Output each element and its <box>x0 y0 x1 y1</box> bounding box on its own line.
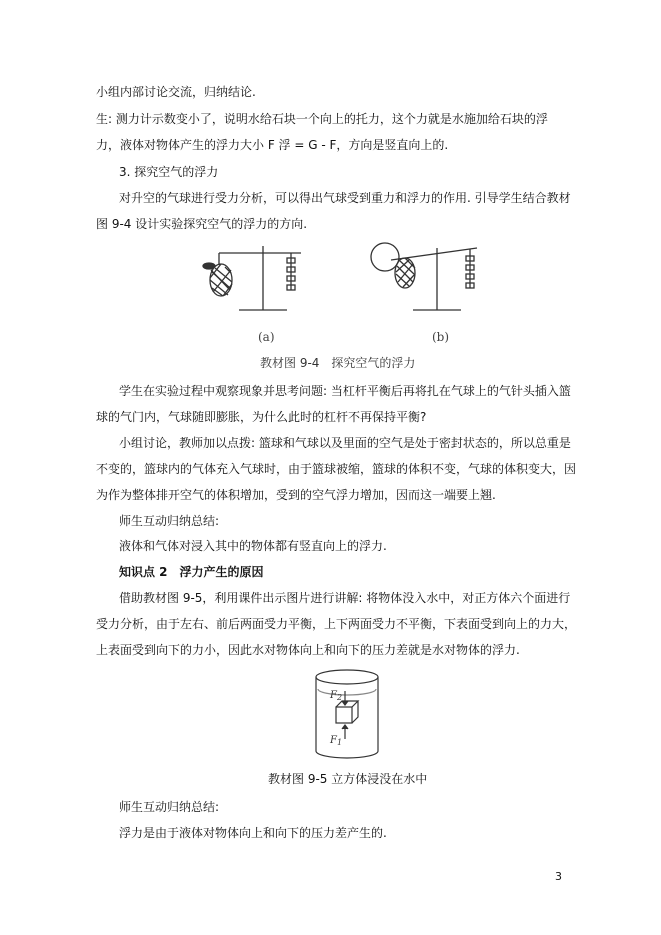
figure-label-a: (a) <box>258 330 275 344</box>
figure-caption: 教材图 9-5 立方体浸没在水中 <box>268 772 428 786</box>
paragraph-line: 师生互动归纳总结: <box>119 514 220 528</box>
paragraph-line: 师生互动归纳总结: <box>119 800 220 814</box>
balance-b <box>371 243 477 310</box>
force-label-top: $F_2$ <box>330 690 343 702</box>
page-number: 3 <box>555 870 562 883</box>
paragraph-line: 液体和气体对浸入其中的物体都有竖直向上的浮力. <box>119 539 387 553</box>
paragraph-line: 浮力是由于液体对物体向上和向下的压力差产生的. <box>119 826 387 840</box>
paragraph-line: 小组内部讨论交流，归纳结论. <box>96 85 256 99</box>
paragraph-line: 为作为整体排开空气的体积增加，受到的空气浮力增加，因而这一端要上翘. <box>96 488 496 502</box>
paragraph-line: 对升空的气球进行受力分析，可以得出气球受到重力和浮力的作用. 引导学生结合教材 <box>119 191 571 205</box>
paragraph-line: 借助教材图 9-5，利用课件出示图片进行讲解: 将物体没入水中，对正方体六个面进行 <box>119 591 571 605</box>
cube-in-water-figure <box>312 667 382 763</box>
force-label-bottom: $F_1$ <box>330 735 343 747</box>
paragraph-line: 上表面受到向下的力小，因此水对物体向上和向下的压力差就是水对物体的浮力. <box>96 643 520 657</box>
paragraph-line: 图 9-4 设计实验探究空气的浮力的方向. <box>96 217 308 231</box>
balance-a <box>203 246 301 310</box>
paragraph-line: 球的气门内，气球随即膨胀，为什么此时的杠杆不再保持平衡? <box>96 410 427 424</box>
section-heading: 知识点 2 浮力产生的原因 <box>119 565 264 579</box>
paragraph-line: 受力分析，由于左右、前后两面受力平衡，上下两面受力不平衡，下表面受到向上的力大， <box>96 617 577 631</box>
lever-balance-figure <box>195 240 495 350</box>
section-heading: 3. 探究空气的浮力 <box>119 165 219 179</box>
figure-caption: 教材图 9-4 探究空气的浮力 <box>260 356 416 370</box>
paragraph-line: 不变的，篮球内的气体充入气球时，由于篮球被缩，篮球的体积不变，气球的体积变大，因 <box>96 462 577 476</box>
paragraph-line: 生: 测力计示数变小了，说明水给石块一个向上的托力，这个力就是水施加给石块的浮 <box>96 112 548 126</box>
paragraph-line: 力，液体对物体产生的浮力大小 F 浮 = G - F，方向是竖直向上的. <box>96 138 449 152</box>
figure-label-b: (b) <box>432 330 450 344</box>
paragraph-line: 小组讨论，教师加以点拨: 篮球和气球以及里面的空气是处于密封状态的，所以总重是 <box>119 436 571 450</box>
paragraph-line: 学生在实验过程中观察现象并思考问题: 当杠杆平衡后再将扎在气球上的气针头插入篮 <box>119 384 571 398</box>
